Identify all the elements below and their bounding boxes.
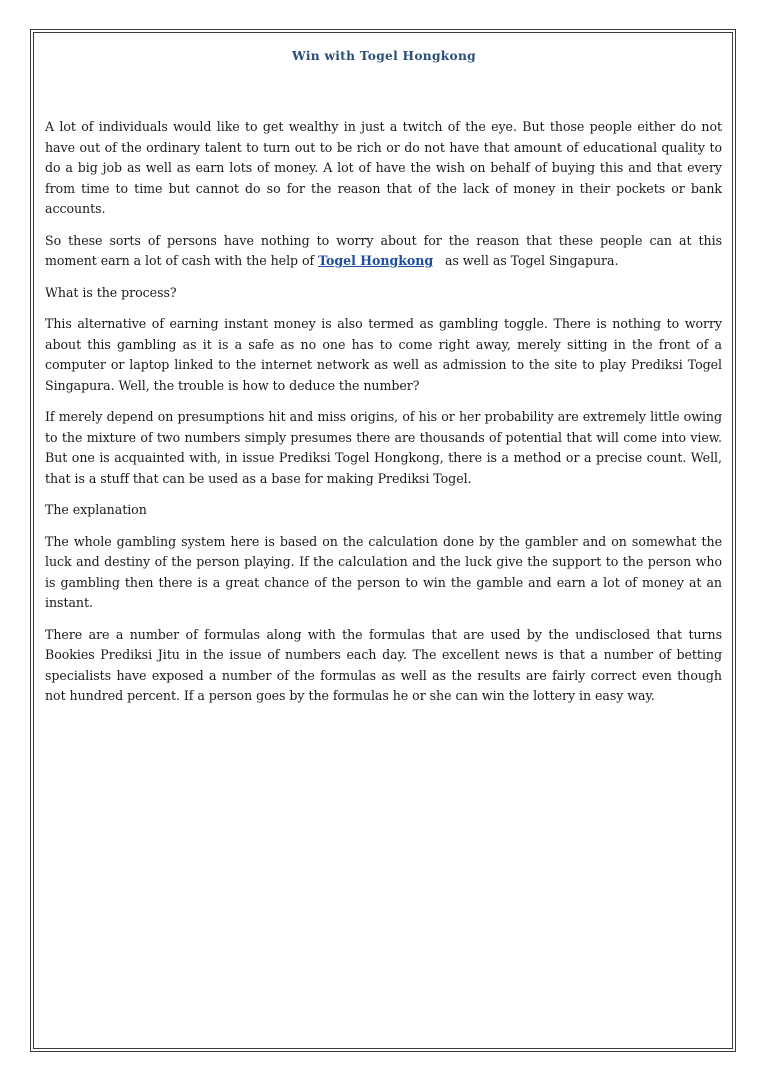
paragraph-intro: A lot of individuals would like to get wealthy in just a twitch of the eye. But those people either do not have out of the ordinary talent to turn out to be rich or do not have that amount of educational quality to do a big job as well as earn lots of money. A lot of have the wish on behalf of buying this and that every from time to time but cannot do so for the reason that of the lack of money in their pockets or bank accounts. (45, 119, 722, 216)
paragraph-formulas: There are a number of formulas along with the formulas that are used by the undisclosed that turns Bookies Prediksi Jitu in the issue of numbers each day. The excellent news is that a number of betting specialists have exposed a number of the formulas as well as the results are fairly correct even though not hundred percent. If a person goes by the formulas he or she can win the lottery in easy way. (45, 626, 722, 703)
paragraph-text: as well as Togel Singapura. (433, 253, 619, 268)
heading-process: What is the process? (45, 284, 177, 300)
document-title: Win with Togel Hongkong (292, 49, 476, 63)
paragraph-explanation: The whole gambling system here is based on the calculation done by the gambler and on somewhat the luck and destiny of the person playing. If the calculation and the luck give the support to the person who is gambling then there is a great chance of the person to win the gamble and earn a lot of money at an instant. (45, 533, 722, 610)
paragraph-togel-link (45, 231, 722, 272)
paragraph-presumptions: If merely depend on presumptions hit and miss origins, of his or her probability are extremely little owing to the mixture of two numbers simply presumes there are thousands of potential that will come into view. But one is acquainted with, in issue Prediksi Togel Hongkong, there is a method or a precise count. Well, that is a stuff that can be used as a base for making Prediksi Togel. (45, 409, 722, 486)
paragraph-process: This alternative of earning instant money is also termed as gambling toggle. There is nothing to worry about this gambling as it is a safe as no one has to come right away, merely sitting in the front of a computer or laptop linked to the internet network as well as admission to the site to play Prediksi Togel Singapura. Well, the trouble is how to deduce the number? (45, 316, 722, 393)
togel-hongkong-link[interactable]: Togel Hongkong (318, 253, 434, 268)
document-body (45, 117, 722, 718)
paragraph-text: So these sorts of persons have nothing to worry about for the reason that these people can at this moment earn a lot of cash with the help of (45, 232, 722, 268)
heading-explanation: The explanation (45, 502, 147, 517)
